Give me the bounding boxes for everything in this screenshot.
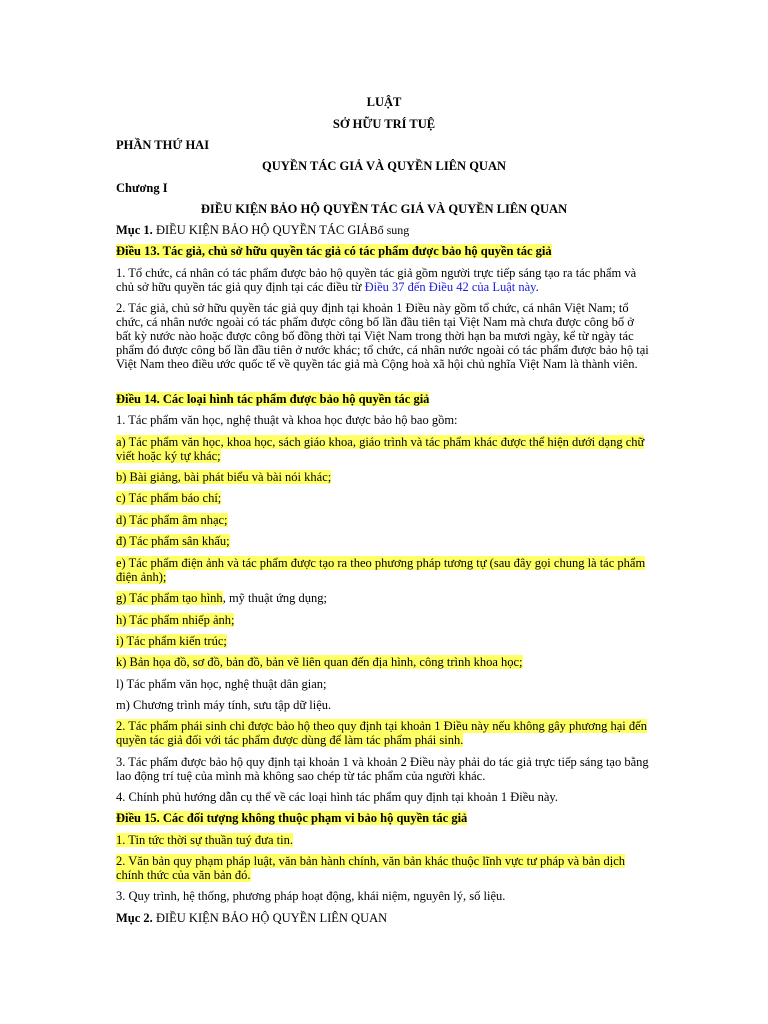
article-14-item-b: [116, 470, 652, 484]
article-13-para-1: [116, 266, 652, 294]
article-14-item-a-text: a) Tác phẩm văn học, khoa học, sách giáo khoa, giáo trình và tác phẩm khác được thể hiện dưới dạng chữ viết hoặc ký tự khác;: [116, 435, 645, 463]
section-1-label: Mục 1.: [116, 223, 153, 237]
article-14-item-g-rest: , mỹ thuật ứng dụng;: [222, 591, 328, 605]
law-subtitle: SỞ HỮU TRÍ TUỆ: [332, 117, 436, 131]
article-14-item-d: [116, 513, 652, 527]
article-14-item-c: [116, 491, 652, 505]
article-14-item-m: m) Chương trình máy tính, sưu tập dữ liệu.: [116, 698, 332, 712]
article-14-item-e: [116, 556, 652, 584]
article-14-item-e-text: e) Tác phẩm điện ảnh và tác phẩm được tạo ra theo phương pháp tương tự (sau đây gọi chung là tác phẩm điện ảnh);: [116, 556, 646, 584]
article-14-item-d-text: d) Tác phẩm âm nhạc;: [116, 513, 228, 527]
article-14-item-h-text: h) Tác phẩm nhiếp ảnh;: [116, 613, 235, 627]
article-14-item-k: [116, 655, 652, 669]
article-15-para-2-text: 2. Văn bản quy phạm pháp luật, văn bản hành chính, văn bản khác thuộc lĩnh vực tư pháp và bản dịch chính thức của văn bản đó.: [116, 854, 626, 882]
article-14-item-dd: [116, 534, 652, 548]
article-13-heading: [116, 244, 652, 258]
chapter-title: ĐIỀU KIỆN BẢO HỘ QUYỀN TÁC GIẢ VÀ QUYỀN LIÊN QUAN: [200, 202, 568, 216]
section-2-title: ĐIỀU KIỆN BẢO HỘ QUYỀN LIÊN QUAN: [152, 911, 388, 925]
article-37-42-link[interactable]: Điều 37 đến Điều 42 của Luật này: [364, 280, 536, 294]
article-14-para-2: [116, 719, 652, 747]
article-14-item-i-text: i) Tác phẩm kiến trúc;: [116, 634, 227, 648]
article-13-para-1-end: .: [535, 280, 539, 294]
article-14-item-dd-text: đ) Tác phẩm sân khấu;: [116, 534, 230, 548]
article-15-para-1-text: 1. Tin tức thời sự thuần tuý đưa tin.: [116, 833, 293, 847]
article-14-para-3: 3. Tác phẩm được bảo hộ quy định tại khoản 1 và khoản 2 Điều này phải do tác giả trực tiếp sáng tạo bằng lao động trí tuệ của mình mà không sao chép từ tác phẩm của người khác.: [116, 755, 649, 783]
article-14-intro: 1. Tác phẩm văn học, nghệ thuật và khoa học được bảo hộ bao gồm:: [116, 413, 458, 427]
article-14-item-k-text: k) Bản họa đồ, sơ đồ, bản đồ, bản vẽ liên quan đến địa hình, công trình khoa học;: [116, 655, 523, 669]
article-15-para-2: [116, 854, 652, 882]
section-2-heading: [116, 911, 652, 925]
article-14-item-g: [116, 591, 652, 605]
section-1-title: ĐIỀU KIỆN BẢO HỘ QUYỀN TÁC GIẢ: [152, 223, 370, 237]
article-14-item-l: l) Tác phẩm văn học, nghệ thuật dân gian;: [116, 677, 327, 691]
article-14-para-2-text: 2. Tác phẩm phái sinh chỉ được bảo hộ theo quy định tại khoản 1 Điều này nếu không gây phương hại đến quyền tác giả đối với tác phẩm được dùng để làm tác phẩm phái sinh.: [116, 719, 647, 747]
article-14-item-i: [116, 634, 652, 648]
part-label: PHẦN THỨ HAI: [116, 138, 210, 152]
chapter-label: Chương I: [116, 181, 168, 195]
section-2-label: Mục 2.: [116, 911, 153, 925]
article-15-para-3: 3. Quy trình, hệ thống, phương pháp hoạt động, khái niệm, nguyên lý, số liệu.: [116, 889, 506, 903]
article-14-item-g-text: g) Tác phẩm tạo hình: [116, 591, 223, 605]
article-14-item-c-text: c) Tác phẩm báo chí;: [116, 491, 222, 505]
article-15-heading: [116, 811, 652, 825]
article-13-para-1-text: 1. Tổ chức, cá nhân có tác phẩm được bảo hộ quyền tác giả gồm người trực tiếp sáng tạo ra tác phẩm và chủ sở hữu quyền tác giả quy định tại các điều từ: [116, 266, 637, 294]
article-14-item-b-text: b) Bài giảng, bài phát biểu và bài nói khác;: [116, 470, 332, 484]
article-15-para-1: [116, 833, 652, 847]
article-13-heading-text: Điều 13. Tác giả, chủ sở hữu quyền tác giả có tác phẩm được bảo hộ quyền tác giả: [116, 244, 552, 258]
section-1-heading: [116, 223, 652, 237]
part-title: QUYỀN TÁC GIẢ VÀ QUYỀN LIÊN QUAN: [261, 159, 506, 173]
article-14-item-h: [116, 613, 652, 627]
article-14-heading-text: Điều 14. Các loại hình tác phẩm được bảo hộ quyền tác giả: [116, 392, 430, 406]
article-14-heading: [116, 392, 652, 406]
section-1-note: Bổ sung: [369, 223, 410, 237]
article-15-heading-text: Điều 15. Các đối tượng không thuộc phạm vi bảo hộ quyền tác giả: [116, 811, 468, 825]
law-title: LUẬT: [366, 95, 402, 109]
article-14-para-4: 4. Chính phủ hướng dẫn cụ thể về các loại hình tác phẩm quy định tại khoản 1 Điều này.: [116, 790, 558, 804]
article-13-para-2: 2. Tác giả, chủ sở hữu quyền tác giả quy định tại khoản 1 Điều này gồm tổ chức, cá nhân Việt Nam; tổ chức, cá nhân nước ngoài có tác phẩm được công bố lần đầu tiên tại Việt Nam mà chưa được công bố ở bất kỳ nước nào hoặc được công bố đồng thời tại Việt Nam trong thời hạn ba mươi ngày, kể từ ngày tác phẩm đó được công bố lần đầu tiên ở nước khác; tổ chức, cá nhân nước ngoài có tác phẩm được bảo hộ tại Việt Nam theo điều ước quốc tế về quyền tác giả mà Cộng hoà xã hội chủ nghĩa Việt Nam là thành viên.: [116, 301, 649, 371]
article-14-item-a: [116, 435, 652, 463]
